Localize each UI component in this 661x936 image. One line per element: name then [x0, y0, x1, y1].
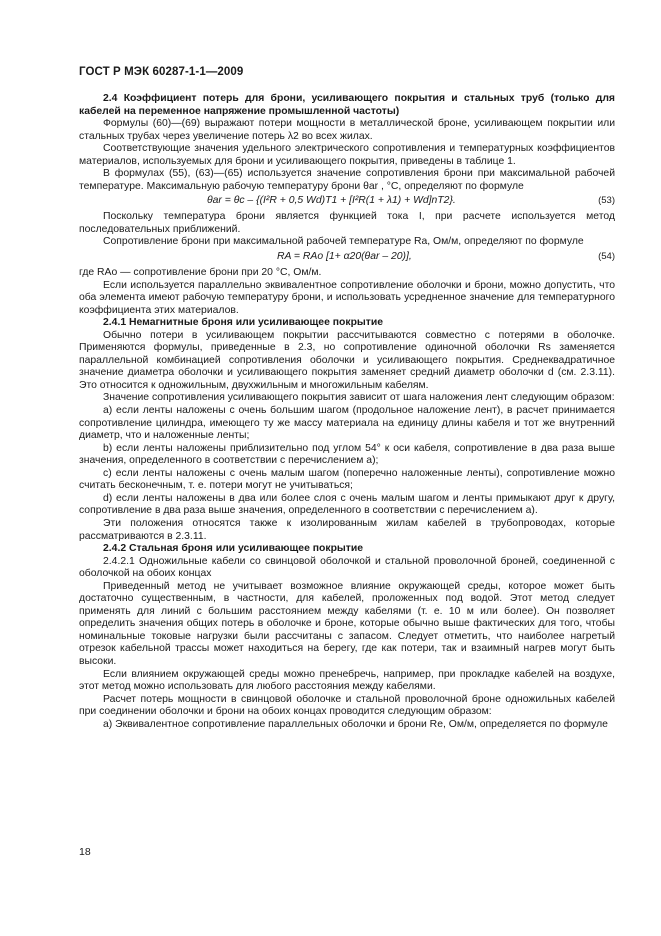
- paragraph: Сопротивление брони при максимальной рабочей температуре Ra, Ом/м, определяют по формуле: [103, 236, 584, 248]
- paragraph: В формулах (55), (63)—(65) используется значение сопротивления брони при максимальной рабочей температуре. Максимальную рабочую температуру брони θar , °С, определяют по формуле: [79, 168, 615, 192]
- section-2-4-2-1-heading: 2.4.2.1 Одножильные кабели со свинцовой оболочкой и стальной проволочной броней, соединенной с оболочкой на обоих концах: [79, 555, 615, 580]
- equation-54-number: (54): [598, 251, 615, 263]
- paragraph: Приведенный метод не учитывает возможное влияние окружающей среды, которое может быть достаточно существенным, в частности, для кабелей, проложенных под водой. Этот метод следует применять для линий с большим расстоянием между кабелями (т. е. 10 м или более). Он позволяет определить значения общих потерь в оболочке и броне, которые обычно выше фактических для того, чтобы номинальные токовые нагрузки были рассчитаны с запасом. Следует отметить, что наиболее нагретый отрезок кабельной трассы может находиться на берегу, где как потери, так и взаимный нагрев могут быть высоки.: [79, 580, 615, 667]
- equation-54: [79, 249, 615, 267]
- list-item-a: а) Эквивалентное сопротивление параллельных оболочки и брони Re, Ом/м, определяется по формуле: [103, 718, 608, 730]
- equation-53: [79, 193, 615, 211]
- paragraph: Если влиянием окружающей среды можно пренебречь, например, при прокладке кабелей на воздухе, этот метод можно использовать для любого расстояния между кабелями.: [79, 668, 615, 693]
- equation-53-formula: θar = θc – {(I²R + 0,5 Wd)T1 + [I²R(1 + λ1) + Wd]nT2}.: [207, 195, 456, 207]
- paragraph: Поскольку температура брони является функцией тока I, при расчете используется метод последовательных приближений.: [79, 211, 615, 235]
- paragraph: Соответствующие значения удельного электрического сопротивления и температурных коэффициентов материалов, используемых для брони и усиливающего покрытия, приведены в таблице 1.: [79, 143, 615, 167]
- equation-53-number: (53): [598, 195, 615, 207]
- equation-54-formula: RA = RAo [1+ α20(θar – 20)],: [277, 251, 412, 263]
- section-2-4-2-heading: 2.4.2 Стальная броня или усиливающее покрытие: [103, 543, 364, 555]
- paragraph: Значение сопротивления усиливающего покрытия зависит от шага наложения лент следующим образом:: [103, 392, 615, 404]
- document-header: ГОСТ Р МЭК 60287-1-1—2009: [79, 66, 244, 78]
- paragraph: Если используется параллельно эквивалентное сопротивление оболочки и брони, можно допустить, что оба элемента имеют рабочую температуру брони, и использовать усредненное значение для температурного коэффициента этих материалов.: [79, 279, 615, 316]
- paragraph: Формулы (60)—(69) выражают потери мощности в металлической броне, усиливающем покрытии или стальных трубах через увеличение потерь λ2 во всех жилах.: [79, 118, 615, 142]
- list-item-c: с) если ленты наложены с очень малым шагом (поперечно наложенные ленты), сопротивление можно считать бесконечным, т. е. потери могут не учитываться;: [79, 467, 615, 492]
- page-number: 18: [79, 846, 91, 858]
- paragraph: где RAo — сопротивление брони при 20 °С, Ом/м.: [79, 267, 322, 279]
- document-body: [79, 93, 615, 731]
- list-item-b: b) если ленты наложены приблизительно под углом 54° к оси кабеля, сопротивление в два раза выше значения, определенного в соответствии с перечислением а);: [79, 442, 615, 467]
- section-2-4-heading: 2.4 Коэффициент потерь для брони, усиливающего покрытия и стальных труб (только для кабелей на переменное напряжение промышленной частоты): [79, 93, 615, 117]
- paragraph: Расчет потерь мощности в свинцовой оболочке и стальной проволочной броне одножильных кабелей при соединении оболочки и брони на обоих концах проводится следующим образом:: [79, 693, 615, 718]
- paragraph: Эти положения относятся также к изолированным жилам кабелей в трубопроводах, которые рассматриваются в 2.3.11.: [79, 517, 615, 542]
- list-item-d: d) если ленты наложены в два или более слоя с очень малым шагом и ленты примыкают друг к другу, сопротивление в два раза выше значения, определенного в соответствии с перечислением а).: [79, 492, 615, 517]
- section-2-4-1-heading: 2.4.1 Немагнитные броня или усиливающее покрытие: [103, 317, 384, 329]
- list-item-a: а) если ленты наложены с очень большим шагом (продольное наложение лент), в расчет принимается сопротивление цилиндра, имеющего ту же массу материала на единицу длины кабеля и тот же внутренний диаметр, что и наложенные ленты;: [79, 405, 615, 442]
- paragraph: Обычно потери в усиливающем покрытии рассчитываются совместно с потерями в оболочке. Применяются формулы, приведенные в 2.3, но сопротивление одиночной оболочки Rs заменяется параллельной комбинацией сопротивления оболочки и усиливающего покрытия. Среднеквадратичное значение диаметра оболочки и усиливающего покрытия заменяет средний диаметр оболочки d (см. 2.3.11). Это относится к одножильным, двухжильным и многожильным кабелям.: [79, 329, 615, 391]
